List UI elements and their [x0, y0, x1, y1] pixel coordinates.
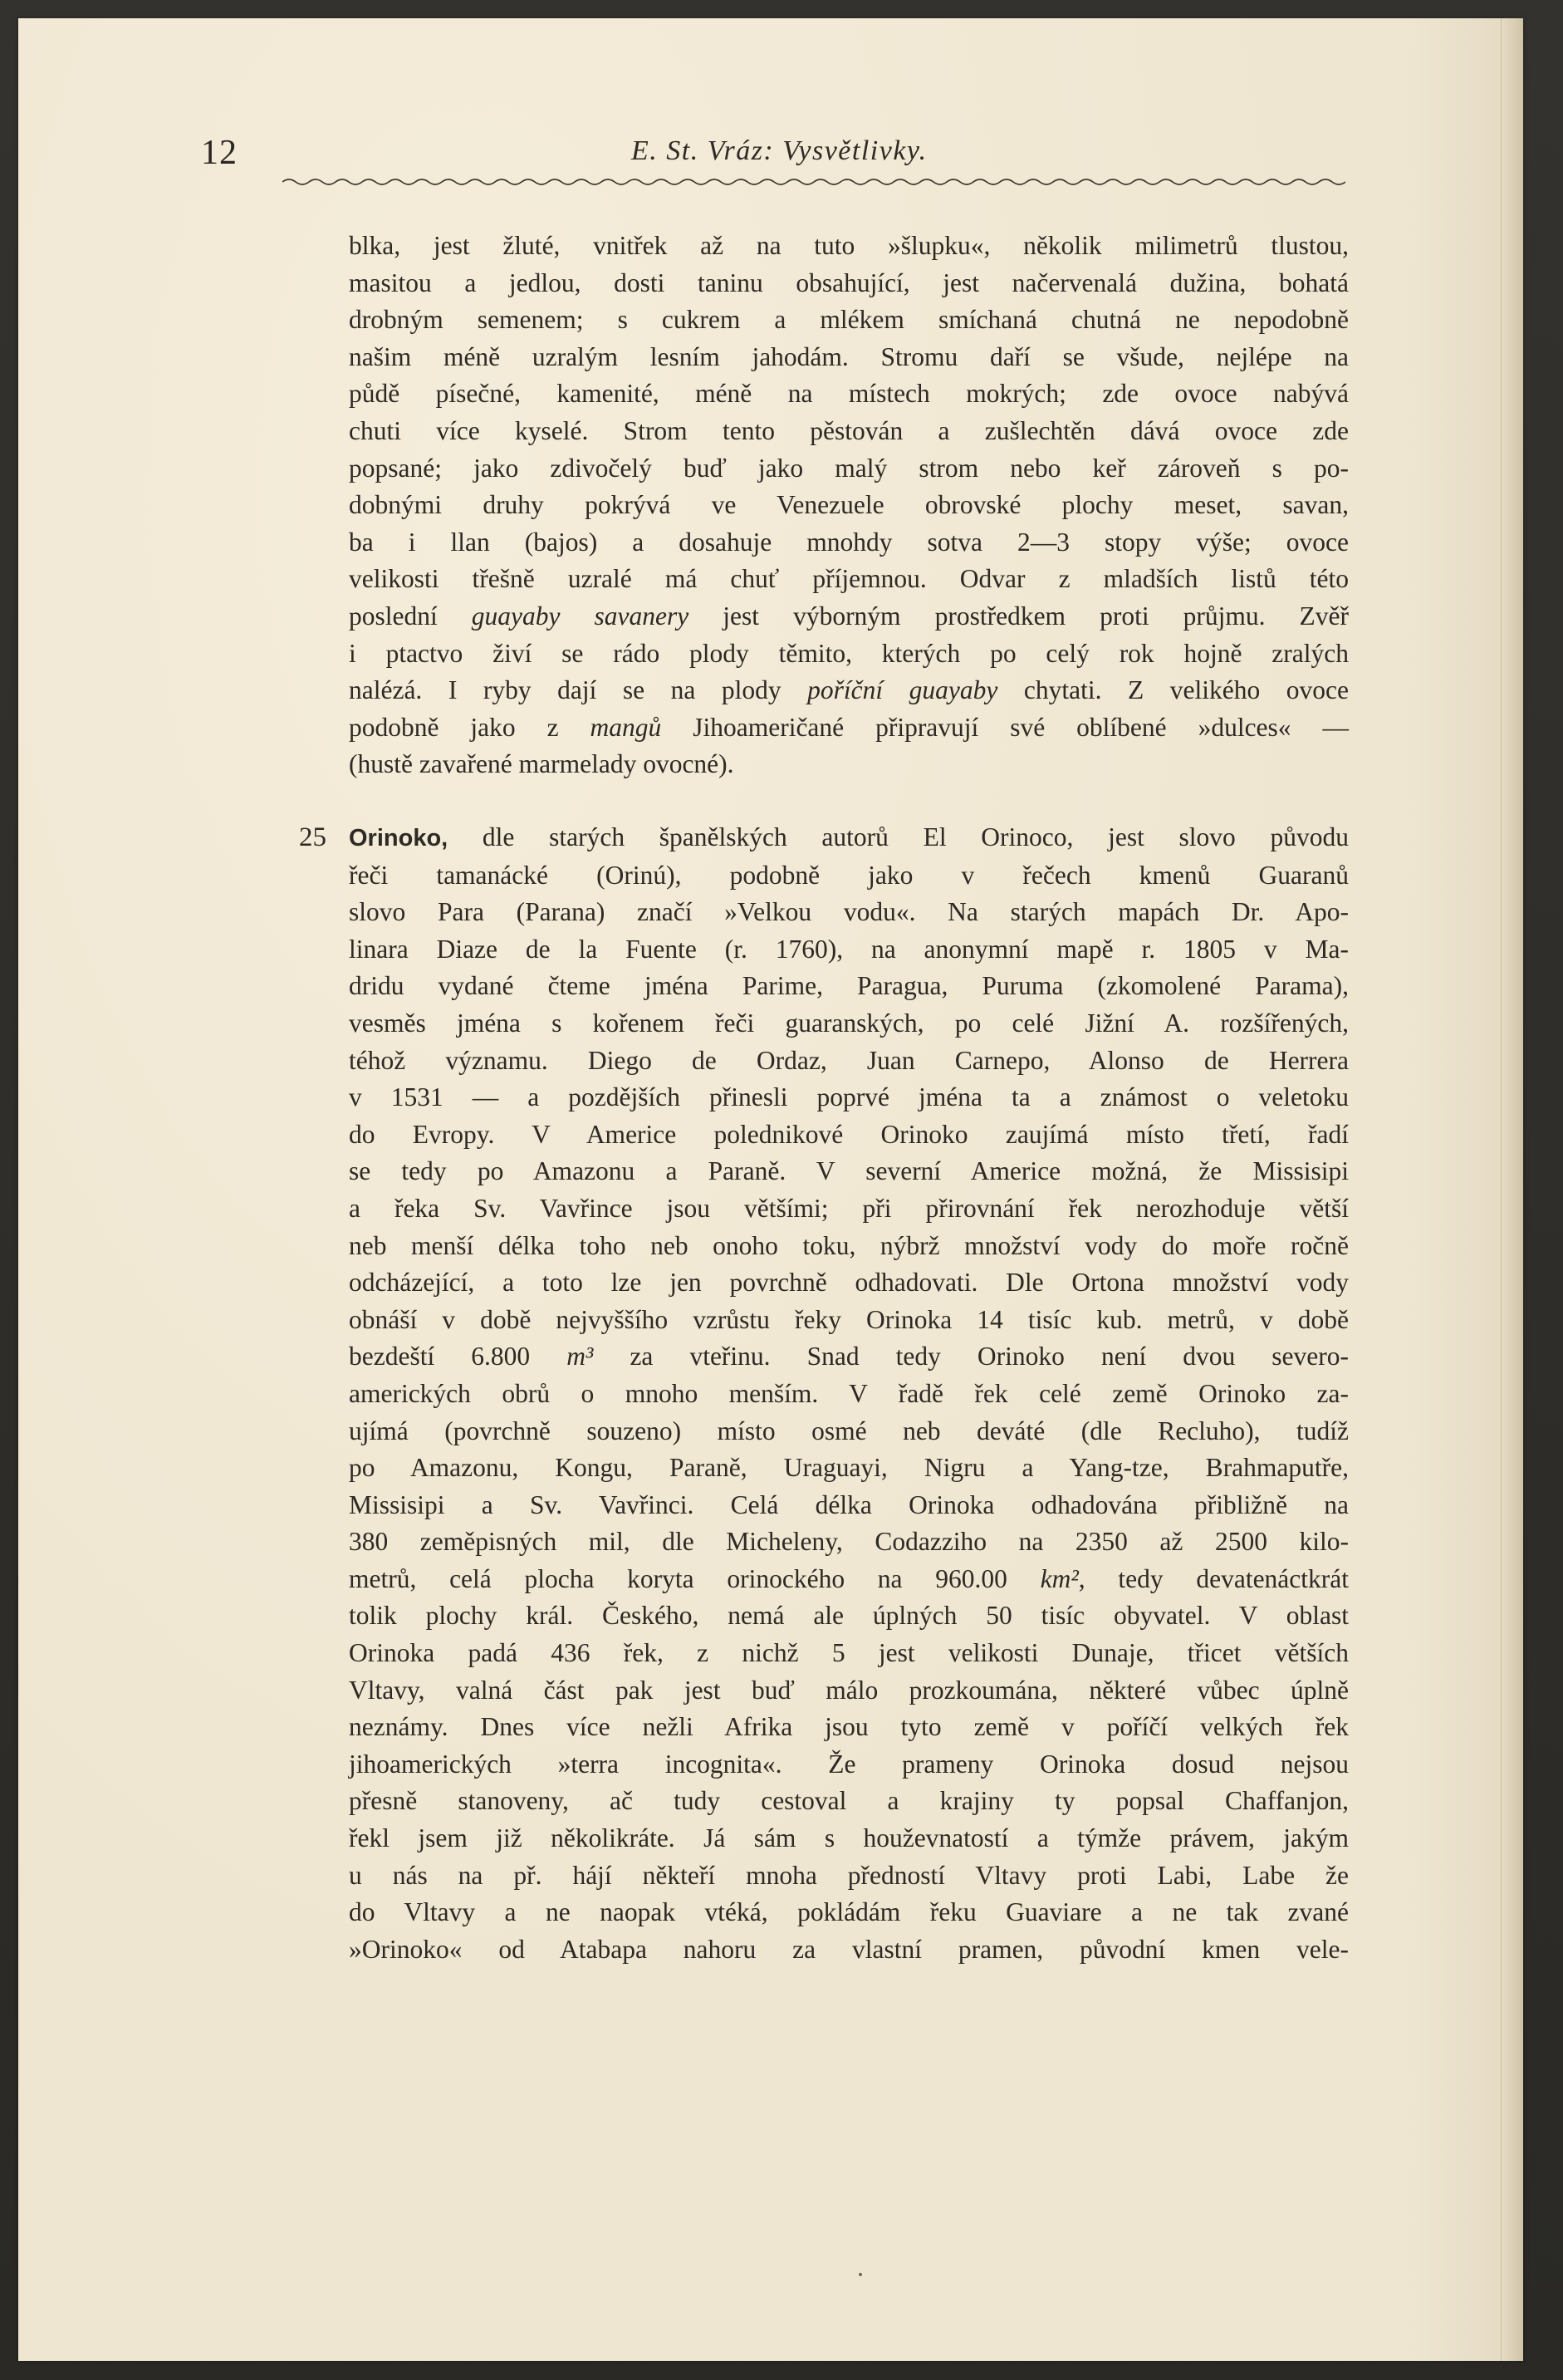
text-run: Jihoameričané připravují své oblíbené »dulces« —	[661, 712, 1349, 742]
text-line	[349, 1561, 1349, 1598]
text-line: Missisipi a Sv. Vavřinci. Celá délka Orinoka odhadována přibližně na	[349, 1489, 1349, 1519]
text-line: Orinoka padá 436 řek, z nichž 5 jest velikosti Dunaje, třicet větších	[349, 1638, 1349, 1668]
entry-headword: Orinoko,	[349, 825, 448, 851]
text-line: drobným semenem; s cukrem a mlékem smíchaná chutná ne nepodobně	[349, 305, 1349, 335]
text-line: po Amazonu, Kongu, Paraně, Uraguayi, Nigru a Yang-tze, Brahmaputře,	[349, 1453, 1349, 1483]
page-number: 12	[201, 134, 238, 172]
text-line: půdě písečné, kamenité, méně na místech mokrých; zde ovoce nabývá	[349, 379, 1349, 409]
text-line: dridu vydané čteme jména Parime, Paragua, Puruma (zkomolené Parama),	[349, 971, 1349, 1001]
text-line: amerických obrů o mnoho menším. V řadě řek celé země Orinoko za-	[349, 1378, 1349, 1408]
text-run: , tedy devatenáctkrát	[1078, 1563, 1349, 1593]
text-line: přesně stanoveny, ač tudy cestoval a krajiny ty popsal Chaffanjon,	[349, 1786, 1349, 1816]
text-run: nalézá. I ryby dají se na plody	[349, 675, 808, 705]
text-line: do Evropy. V Americe polednikové Orinoko zaujímá místo třetí, řadí	[349, 1119, 1349, 1149]
text-line: odcházející, a toto lze jen povrchně odhadovati. Dle Ortona množství vody	[349, 1268, 1349, 1298]
ornamental-rule	[282, 176, 1345, 188]
text-line: linara Diaze de la Fuente (r. 1760), na anonymní mapě r. 1805 v Ma-	[349, 934, 1349, 964]
text-line: do Vltavy a ne naopak vtéká, pokládám řeku Guaviare a ne tak zvané	[349, 1897, 1349, 1927]
text-line: jihoamerických »terra incognita«. Že prameny Orinoka dosud nejsou	[349, 1749, 1349, 1779]
text-run: bezdeští 6.800	[349, 1342, 567, 1372]
text-line: tolik plochy král. Českého, nemá ale úplných 50 tisíc obyvatel. V oblast	[349, 1601, 1349, 1631]
text-line: velikosti třešně uzralé má chuť příjemnou. Odvar z mladších listů této	[349, 564, 1349, 594]
text-line: vesměs jména s kořenem řeči guaranských, po celé Jižní A. rozšířených,	[349, 1008, 1349, 1038]
unit-symbol: km²	[1040, 1563, 1079, 1593]
text-line: řeči tamanácké (Orinú), podobně jako v řečech kmenů Guaranů	[349, 860, 1349, 890]
text-line: dobnými druhy pokrývá ve Venezuele obrovské plochy meset, savan,	[349, 490, 1349, 520]
text-line: neznámy. Dnes více nežli Afrika jsou tyto země v poříčí velkých řek	[349, 1712, 1349, 1742]
italic-term: poříční guayaby	[807, 675, 998, 705]
text-line: i ptactvo živí se rádo plody těmito, kterých po celý rok hojně zralých	[349, 638, 1349, 668]
text-line: popsané; jako zdivočelý buď jako malý strom nebo keř zároveň s po-	[349, 453, 1349, 483]
page-edge	[1501, 18, 1523, 2361]
italic-term: mangů	[590, 712, 662, 742]
text-line: 380 zeměpisných mil, dle Micheleny, Codazziho na 2350 až 2500 kilo-	[349, 1527, 1349, 1557]
text-line: Vltavy, valná část pak jest buď málo prozkoumána, některé vůbec úplně	[349, 1675, 1349, 1705]
text-line: ujímá (povrchně souzeno) místo osmé neb deváté (dle Recluho), tudíž	[349, 1416, 1349, 1445]
text-line: se tedy po Amazonu a Paraně. V severní Americe možná, že Missisipi	[349, 1156, 1349, 1186]
text-run: metrů, celá plocha koryta orinockého na 960.00	[349, 1563, 1041, 1593]
guayaba-paragraph	[349, 228, 1349, 783]
text-line: »Orinoko« od Atabapa nahoru za vlastní pramen, původní kmen vele-	[349, 1934, 1349, 1964]
text-run: jest výborným prostředkem proti průjmu. Zvěř	[688, 601, 1349, 631]
text-line: u nás na př. hájí někteří mnoha předností Vltavy proti Labi, Labe že	[349, 1860, 1349, 1890]
text-line	[349, 709, 1349, 747]
running-head: E. St. Vráz: Vysvětlivky.	[631, 135, 928, 166]
orinoko-entry	[349, 819, 1349, 1968]
text-line: masitou a jedlou, dosti taninu obsahující, jest načervenalá dužina, bohatá	[349, 267, 1349, 297]
text-run: poslední	[349, 601, 472, 631]
entry-number: 25	[299, 822, 326, 852]
text-run: chytati. Z velikého ovoce	[997, 675, 1349, 705]
unit-symbol: m³	[566, 1342, 594, 1372]
text-line: chuti více kyselé. Strom tento pěstován a zušlechtěn dává ovoce zde	[349, 415, 1349, 445]
text-run: podobně jako z	[349, 712, 590, 742]
text-line: (hustě zavařené marmelady ovocné).	[349, 749, 734, 779]
text-line: a řeka Sv. Vavřince jsou většími; při přirovnání řek nerozhoduje větší	[349, 1193, 1349, 1223]
text-line: ba i llan (bajos) a dosahuje mnohdy sotva 2—3 stopy výše; ovoce	[349, 527, 1349, 557]
italic-term: guayaby savanery	[471, 601, 689, 631]
text-line: blka, jest žluté, vnitřek až na tuto »šlupku«, několik milimetrů tlustou,	[349, 231, 1349, 260]
text-line: řekl jsem již několikráte. Já sám s houževnatostí a týmže právem, jakým	[349, 1823, 1349, 1853]
text-line: téhož významu. Diego de Ordaz, Juan Carnepo, Alonso de Herrera	[349, 1045, 1349, 1075]
text-line: neb menší délka toho neb onoho toku, nýbrž množství vody do moře ročně	[349, 1230, 1349, 1260]
text-line	[349, 819, 1349, 857]
text-line	[349, 1338, 1349, 1376]
print-speck	[859, 2273, 862, 2276]
text-run: dle starých španělských autorů El Orinoco, jest slovo původu	[448, 822, 1349, 851]
text-line	[349, 598, 1349, 635]
text-line: obnáší v době nejvyššího vzrůstu řeky Orinoka 14 tisíc kub. metrů, v době	[349, 1304, 1349, 1334]
text-line: našim méně uzralým lesním jahodám. Stromu daří se všude, nejlépe na	[349, 341, 1349, 371]
text-line: v 1531 — a pozdějších přinesli poprvé jména ta a známost o veletoku	[349, 1082, 1349, 1112]
text-run: za vteřinu. Snad tedy Orinoko není dvou severo-	[593, 1342, 1349, 1372]
text-line	[349, 672, 1349, 709]
text-line: slovo Para (Parana) značí »Velkou vodu«. Na starých mapách Dr. Apo-	[349, 897, 1349, 927]
